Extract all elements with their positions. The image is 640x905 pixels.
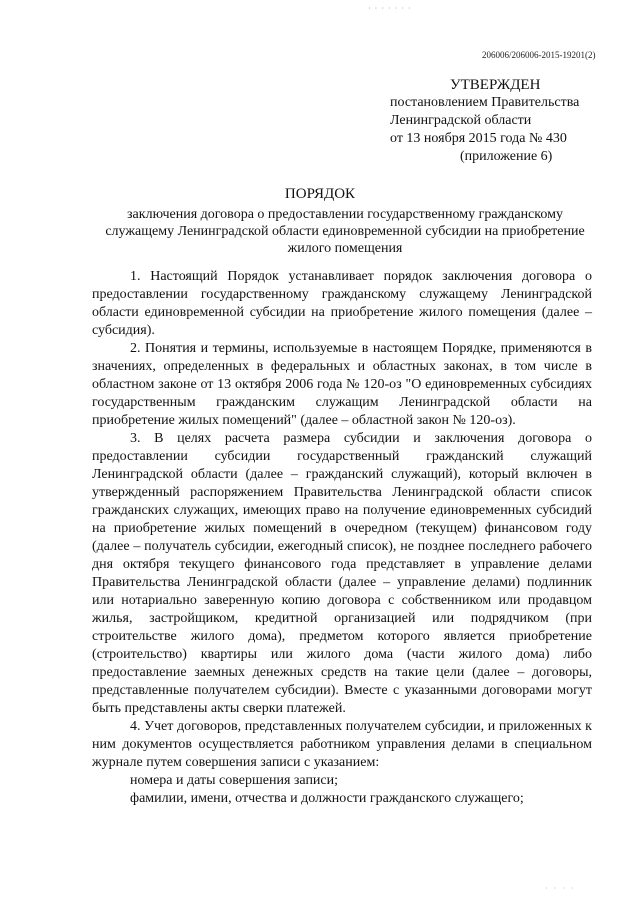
scan-marks-bottom: · · · · <box>545 884 576 893</box>
paragraph-3: 3. В целях расчета размера субсидии и заключения договора о предоставлении субсидии государственный гражданский служащий Ленинградской области (далее – гражданский служащий), который включен в утвержденный распоряжением Правительства Ленинградской области список гражданских служащих, имеющих право на получение единовременных субсидий на приобретение жилых помещений в очередном (текущем) финансовом году (далее – получатель субсидии, ежегодный список), не позднее последнего рабочего дня октября текущего финансового года представляет в управление делами Правительства Ленинградской области (далее – управление делами) подлинник или нотариально заверенную копию договора с собственником или продавцом жилья, застройщиком, кредитной организацией или подрядчиком (при строительстве жилого дома), предметом которого является приобретение (строительство) квартиры или жилого дома (части жилого дома) либо предоставление заемных денежных средств на такие цели (далее – договоры, представленные получателем субсидии). Вместе с указанными договорами могут быть представлены акты сверки платежей. <box>92 431 592 716</box>
paragraph-2: 2. Понятия и термины, используемые в настоящем Порядке, применяются в значениях, определенных в федеральных и областных законах, в том числе в областном законе от 13 октября 2006 года № 120-оз "О единовременных субсидиях государственным гражданским служащим Ленинградской области на приобретение жилых помещений" (далее – областной закон № 120-оз). <box>92 341 592 428</box>
approval-line-4: (приложение 6) <box>460 149 553 164</box>
approval-line-3: от 13 ноября 2015 года № 430 <box>390 131 567 146</box>
document-body <box>92 268 592 808</box>
paragraph-4: 4. Учет договоров, представленных получателем субсидии, и приложенных к ним документов осуществляется работником управления делами в специальном журнале путем совершения записи с указанием: <box>92 719 592 770</box>
list-item: номера и даты совершения записи; <box>130 773 339 788</box>
approval-title: УТВЕРЖДЕН <box>450 77 541 93</box>
approval-line-1: постановлением Правительства <box>390 95 580 110</box>
list-item: фамилии, имени, отчества и должности гражданского служащего; <box>130 791 524 806</box>
approval-line-2: Ленинградской области <box>390 113 532 128</box>
approval-block <box>390 76 630 166</box>
document-title: ПОРЯДОК <box>284 186 356 202</box>
document-subtitle: заключения договора о предоставлении государственному гражданскому служащему Ленинградской области единовременной субсидии на приобретение жилого помещения <box>105 207 585 256</box>
document-number: 206006/206006-2015-19201(2) <box>482 50 596 60</box>
paragraph-1: 1. Настоящий Порядок устанавливает порядок заключения договора о предоставлении государственному гражданскому служащему Ленинградской области единовременной субсидии на приобретение жилого помещения (далее – субсидия). <box>92 269 592 338</box>
scan-marks-top: · · · · · · · <box>368 4 412 13</box>
